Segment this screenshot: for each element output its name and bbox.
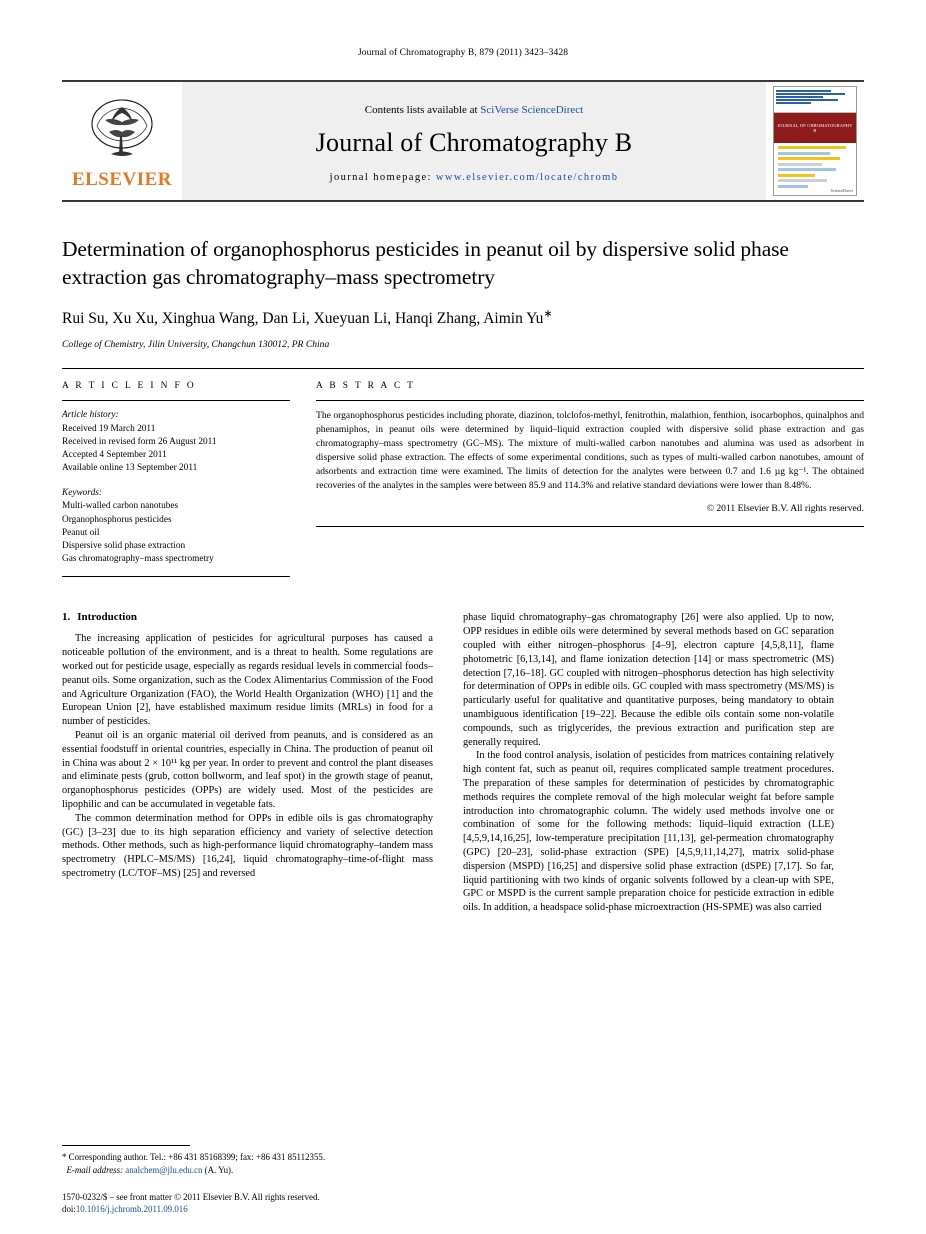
- history-label: Article history:: [62, 410, 119, 421]
- email-suffix: (A. Yu).: [204, 1164, 234, 1175]
- homepage-label: journal homepage:: [329, 171, 432, 183]
- authors-text: Rui Su, Xu Xu, Xinghua Wang, Dan Li, Xueyuan Li, Hanqi Zhang, Aimin Yu: [62, 310, 544, 328]
- abstract-heading: A B S T R A C T: [316, 381, 416, 392]
- article-info-rule: [62, 400, 290, 401]
- page-title: Determination of organophosphorus pesticides in peanut oil by dispersive solid phase extraction gas chromatography–mass spectrometry: [62, 237, 789, 289]
- keyword-item: Multi-walled carbon nanotubes: [62, 501, 179, 512]
- cover-title: JOURNAL OF CHROMATOGRAPHY B: [774, 113, 856, 143]
- masthead-center: [182, 82, 766, 200]
- history-item: Available online 13 September 2011: [62, 463, 198, 474]
- corresponding-author-marker: ∗: [543, 308, 553, 321]
- author-list: [62, 307, 864, 329]
- paragraph: Peanut oil is an organic material oil derived from peanuts, and is considered as an essential foodstuff in oriental countries, especially in China. The production of peanut oil in China was about 2 × 10¹¹ kg per year. In order to prevent and control the plant diseases and eliminate pests (grub, cotton bollworm, and leaf spot) in the growth stage of peanut, organophosphorus pesticides (OPPs) are widely used. Most of the pesticides are lipophilic and can be accumulated in vegetable fats.: [62, 729, 433, 810]
- journal-masthead: [62, 80, 864, 202]
- article-history: [62, 409, 290, 475]
- email-label: E-mail address:: [66, 1164, 124, 1175]
- body-column-left: [62, 611, 433, 915]
- abstract-bottom-rule: [316, 526, 864, 527]
- journal-cover-thumbnail: [766, 82, 864, 200]
- cover-header: [774, 87, 856, 113]
- doi-label: doi:: [62, 1204, 76, 1215]
- abstract-text: The organophosphorus pesticides including phorate, diazinon, tolclofos-methyl, fenitrothin, malathion, fenthion, isocarbophos, quinalphos and phenamiphos, in peanut oils were determined by liquid–liquid extraction coupled with dispersive solid phase extraction and gas chromatography–mass spectrometry (GC–MS). The mixture of multi-walled carbon nanotubes and alumina was used as adsorbent in dispersive solid phase extraction. The effects of some experimental conditions, such as types of multi-walled carbon nanotubes, amount of adsorbents and extraction time were examined. The limits of detection for the analytes were between 0.7 and 1.6 µg kg⁻¹. The obtained recoveries of the analytes in the samples were between 85.9 and 114.3% and relative standard deviations were lower than 8.48%.: [316, 410, 864, 492]
- page-footer: [62, 1191, 492, 1216]
- sciencedirect-link[interactable]: SciVerse ScienceDirect: [480, 103, 584, 116]
- abstract-copyright: © 2011 Elsevier B.V. All rights reserved.: [706, 503, 864, 515]
- section-heading: [62, 611, 433, 623]
- keyword-item: Organophosphorus pesticides: [62, 514, 172, 525]
- paragraph: The increasing application of pesticides for agricultural purposes has caused a noticeable pollution of the environment, and is a threat to health. Some regulations are worked out for pesticide usage, especially as regards residual levels in commercial foods–peanut oils. Some organization, such as the Codex Alimentarius Commission of the Food and Agriculture Organization (FAO), the World Health Organization (WHO) [1] and the European Union [2], have established maximum residue limits (MRLs) in food for a number of pesticides.: [62, 633, 433, 728]
- info-abstract-block: [62, 368, 864, 577]
- cover-color-strips: [774, 143, 856, 193]
- abstract-column: [316, 381, 864, 577]
- journal-homepage-line: [330, 172, 619, 183]
- corresponding-author-note: * Corresponding author. Tel.: +86 431 85168399; fax: +86 431 85112355.: [62, 1152, 326, 1163]
- keywords-label: Keywords:: [62, 488, 102, 499]
- contents-available-line: [365, 104, 583, 116]
- section-number: 1.: [62, 611, 71, 624]
- history-item: Received 19 March 2011: [62, 423, 156, 434]
- doi-link[interactable]: 10.1016/j.jchromb.2011.09.016: [75, 1204, 188, 1215]
- history-item: Accepted 4 September 2011: [62, 449, 167, 460]
- body-column-right: [463, 611, 834, 915]
- affiliation: College of Chemistry, Jilin University, Changchun 130012, PR China: [62, 339, 330, 351]
- footnotes: [62, 1145, 433, 1176]
- footnote-rule: [62, 1145, 190, 1146]
- keyword-item: Gas chromatography–mass spectrometry: [62, 554, 214, 565]
- cover-sciencedirect-mark: ScienceDirect: [830, 188, 853, 193]
- keyword-item: Dispersive solid phase extraction: [62, 541, 186, 552]
- abstract-rule: [316, 400, 864, 401]
- article-info-heading: A R T I C L E I N F O: [62, 381, 197, 392]
- email-note: [62, 1164, 433, 1176]
- email-link[interactable]: analchem@jlu.edu.cn: [125, 1164, 203, 1175]
- doi-line: [62, 1203, 492, 1216]
- body-columns: [62, 611, 864, 915]
- publisher-logo: [62, 82, 182, 200]
- homepage-url[interactable]: www.elsevier.com/locate/chromb: [435, 171, 619, 183]
- article-info-bottom-rule: [62, 576, 290, 577]
- keywords-block: [62, 487, 290, 566]
- keyword-item: Peanut oil: [62, 527, 100, 538]
- section-title: Introduction: [77, 611, 137, 624]
- publisher-name: ELSEVIER: [71, 168, 173, 190]
- article-info-column: [62, 381, 290, 577]
- journal-title: Journal of Chromatography B: [315, 127, 633, 157]
- elsevier-tree-icon: [83, 96, 161, 168]
- history-item: Received in revised form 26 August 2011: [62, 436, 217, 447]
- paragraph: phase liquid chromatography–gas chromatography [26] were also applied. Up to now, OPP residues in edible oils were determined by several methods based on GC separation coupled with either nitrogen–phosphorus [4–9], electron capture [4,5,8,11], flame photometric [6,13,14], and flame ionization detection [14] or mass spectrometric (MS) detection [7,16–18]. GC coupled with nitrogen–phosphorus detection has high selectivity for determination of OPPs in edible oils. GC coupled with mass spectrometry (MS/MS) is particularly useful for qualitative and quantitative purposes, being mandatory to obtain unambiguous identification [19–22]. Because the edible oils contain some non-volatile compounds, such as triglycerides, the previous extraction and purification step are generally required.: [463, 612, 834, 748]
- paragraph: In the food control analysis, isolation of pesticides from matrices containing relatively high content fat, such as peanut oil, requires complicated sample treatment procedures. The preparation of these samples for determination of pesticides by chromatographic methods requires the complete removal of the high molecular weight fat before sample introduction into chromatographic column. The widely used methods involve one or combination of some for the following methods: liquid–liquid extraction (LLE) [4,5,9,14,16,25], low-temperature precipitation [11,13], gel-permeation chromatography (GPC) [20–23], solid-phase extraction (SPE) [4,5,9,11,14,27], matrix solid-phase dispersion (MSPD) [16,25] and dispersive solid phase extraction (dSPE) [7,17]. So far, liquid partitioning with two kinds of organic solvents followed by a clean-up with SPE, GPC or MSPD is the current sample preparation choice for pesticide extraction in edible oils. In addition, a headspace solid-phase microextraction (HS-SPME) was also carried: [463, 750, 834, 914]
- running-head: Journal of Chromatography B, 879 (2011) 3423–3428: [357, 48, 569, 58]
- issn-copyright-line: 1570-0232/$ – see front matter © 2011 Elsevier B.V. All rights reserved.: [62, 1191, 320, 1202]
- cover-image: [773, 86, 857, 196]
- paragraph: The common determination method for OPPs in edible oils is gas chromatography (GC) [3–23] due to its high separation efficiency and variety of selective detection methods. Other methods, such as high-performance liquid chromatography–tandem mass spectrometry (HPLC–MS/MS) [16,24], liquid chromatography–time-of-flight mass spectrometry (LC/TOF–MS) [25] and reversed: [62, 812, 433, 879]
- contents-prefix: Contents lists available at: [364, 103, 481, 116]
